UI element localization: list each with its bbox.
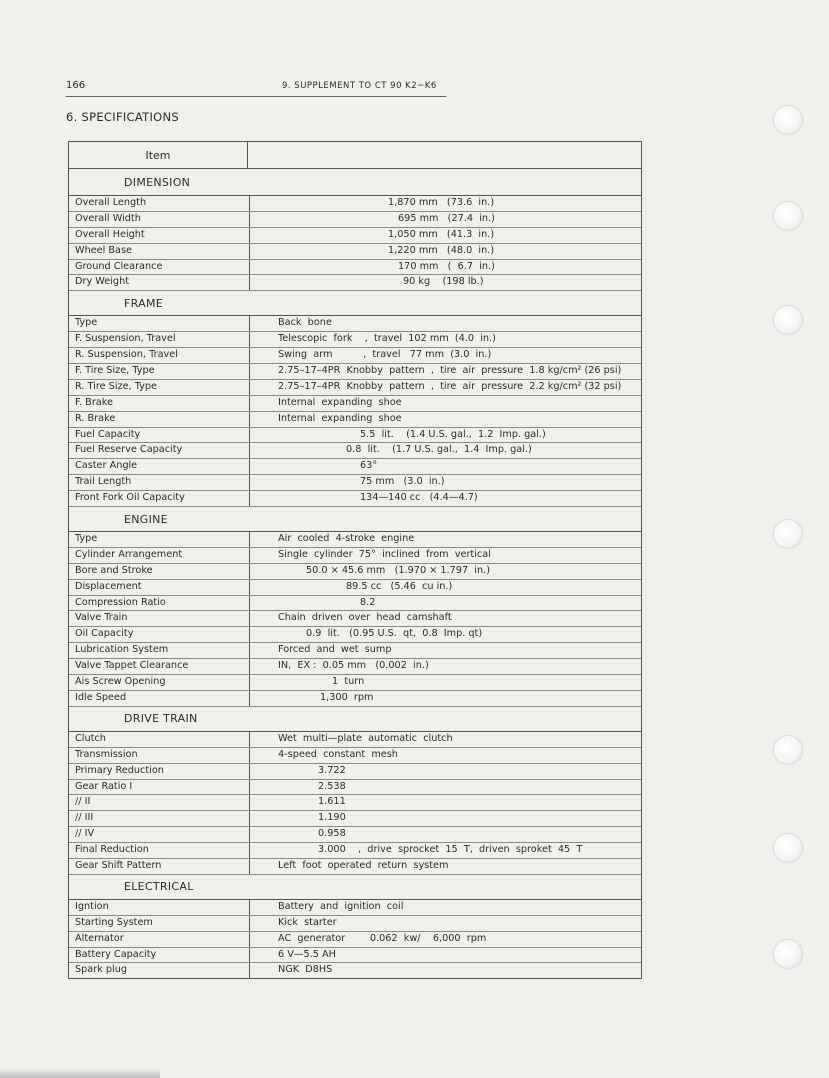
table-row <box>69 691 641 707</box>
spec-value: Forced and wet sump <box>278 644 392 656</box>
spec-value: 63° <box>360 460 378 472</box>
table-header-row <box>69 142 641 169</box>
table-row <box>69 764 641 780</box>
spec-value: Battery and ignition coil <box>278 900 404 912</box>
running-header: 9. SUPPLEMENT TO CT 90 K2~K6 <box>282 81 437 91</box>
spec-label: Compression Ratio <box>69 596 250 611</box>
spec-value: 134—140 cc (4.4—4.7) <box>360 492 478 504</box>
punch-hole <box>774 520 802 548</box>
table-row <box>69 564 641 580</box>
spec-label: // IV <box>69 827 250 842</box>
spec-label: F. Brake <box>69 396 250 411</box>
group-heading: ELECTRICAL <box>69 875 641 900</box>
punch-hole <box>774 202 802 230</box>
table-row <box>69 795 641 811</box>
spec-label: Overall Length <box>69 196 250 211</box>
table-row <box>69 748 641 764</box>
spec-value: Back bone <box>278 317 332 329</box>
spec-value: 1.190 <box>318 812 346 824</box>
table-row <box>69 459 641 475</box>
spec-value: 695 mm (27.4 in.) <box>398 212 495 224</box>
table-row <box>69 963 641 978</box>
punch-hole <box>774 834 802 862</box>
table-row <box>69 827 641 843</box>
spec-label: Starting System <box>69 916 250 931</box>
spec-value: 0.9 lit. (0.95 U.S. qt, 0.8 Imp. qt) <box>306 628 483 640</box>
group-heading: ENGINE <box>69 507 641 532</box>
spec-value: 2.75–17–4PR Knobby pattern , tire air pressure 1.8 kg/cm² (26 psi) <box>278 365 622 377</box>
spec-value: Single cylinder 75° inclined from vertical <box>278 548 491 560</box>
group-heading: DRIVE TRAIN <box>69 707 641 732</box>
section-title: 6. SPECIFICATIONS <box>66 110 180 124</box>
spec-label: R. Brake <box>69 412 250 427</box>
spec-label: R. Suspension, Travel <box>69 348 250 363</box>
table-row <box>69 932 641 948</box>
spec-value: 75 mm (3.0 in.) <box>360 476 445 488</box>
table-row <box>69 627 641 643</box>
spec-label: Wheel Base <box>69 244 250 259</box>
table-row <box>69 228 641 244</box>
spec-value: Kick starter <box>278 916 337 928</box>
group-heading: FRAME <box>69 291 641 316</box>
table-row <box>69 916 641 932</box>
spec-value: 50.0 × 45.6 mm (1.970 × 1.797 in.) <box>306 564 490 576</box>
spec-value: 2.538 <box>318 780 346 792</box>
group-heading: DIMENSION <box>69 169 641 196</box>
punch-hole <box>774 306 802 334</box>
spec-value: 2.75–17–4PR Knobby pattern , tire air pressure 2.2 kg/cm² (32 psi) <box>278 380 622 392</box>
spec-label: Type <box>69 532 250 547</box>
table-row <box>69 859 641 875</box>
table-row <box>69 843 641 859</box>
spec-label: Valve Train <box>69 611 250 626</box>
spec-label: Alternator <box>69 932 250 947</box>
table-row <box>69 412 641 428</box>
table-row <box>69 348 641 364</box>
spec-value: IN, EX : 0.05 mm (0.002 in.) <box>278 660 429 672</box>
spec-value: Wet multi—plate automatic clutch <box>278 732 453 744</box>
header-rule <box>66 96 446 97</box>
spec-value: NGK D8HS <box>278 964 333 976</box>
spec-label: Transmission <box>69 748 250 763</box>
punch-hole <box>774 940 802 968</box>
table-row <box>69 275 641 291</box>
spec-label: Trail Length <box>69 475 250 490</box>
spec-label: Gear Shift Pattern <box>69 859 250 874</box>
table-row <box>69 900 641 916</box>
table-row <box>69 532 641 548</box>
spec-value: AC generator 0.062 kw/ 6,000 rpm <box>278 932 487 944</box>
spec-value: 3.722 <box>318 764 346 776</box>
spec-label: Oil Capacity <box>69 627 250 642</box>
table-row <box>69 196 641 212</box>
spec-label: Igntion <box>69 900 250 915</box>
spec-value: 1 turn <box>332 676 365 688</box>
spec-label: Battery Capacity <box>69 948 250 963</box>
table-row <box>69 548 641 564</box>
spec-value: 1,050 mm (41.3 in.) <box>388 228 495 240</box>
spec-label: Overall Width <box>69 212 250 227</box>
table-row <box>69 316 641 332</box>
spec-value: Internal expanding shoe <box>278 412 402 424</box>
spec-value: 4-speed constant mesh <box>278 748 398 760</box>
spec-label: Dry Weight <box>69 275 250 290</box>
spec-value: 170 mm ( 6.7 in.) <box>398 260 495 272</box>
table-row <box>69 428 641 444</box>
spec-value: Air cooled 4-stroke engine <box>278 533 415 545</box>
spec-label: Displacement <box>69 580 250 595</box>
spec-value: 1,870 mm (73.6 in.) <box>388 197 495 208</box>
spec-value: 3.000 , drive sprocket 15 T, driven sproket 45 T <box>318 844 583 856</box>
spec-value: Internal expanding shoe <box>278 396 402 408</box>
spec-label: Lubrication System <box>69 643 250 658</box>
spec-value: 6 V—5.5 AH <box>278 948 336 960</box>
punch-hole <box>774 106 802 134</box>
spec-value: 1.611 <box>318 796 346 808</box>
spec-value: Swing arm , travel 77 mm (3.0 in.) <box>278 349 492 361</box>
spec-value: 5.5 lit. (1.4 U.S. gal., 1.2 Imp. gal.) <box>360 428 546 440</box>
table-row <box>69 380 641 396</box>
spec-label: Ground Clearance <box>69 260 250 275</box>
page-number: 166 <box>66 80 86 91</box>
spec-value: 1,220 mm (48.0 in.) <box>388 244 495 256</box>
table-row <box>69 732 641 748</box>
table-body <box>69 169 641 978</box>
table-row <box>69 260 641 276</box>
spec-label: Type <box>69 316 250 331</box>
spec-value: 89.5 cc (5.46 cu in.) <box>346 580 453 592</box>
table-row <box>69 364 641 380</box>
spec-label: Final Reduction <box>69 843 250 858</box>
spec-value: 1,300 rpm <box>320 691 374 703</box>
table-row <box>69 212 641 228</box>
table-row <box>69 596 641 612</box>
page-bottom-shadow <box>0 1068 160 1078</box>
spec-label: Fuel Capacity <box>69 428 250 443</box>
spec-label: Cylinder Arrangement <box>69 548 250 563</box>
table-row <box>69 443 641 459</box>
spec-label: // III <box>69 811 250 826</box>
table-row <box>69 475 641 491</box>
spec-value: 0.958 <box>318 828 346 840</box>
table-row <box>69 948 641 964</box>
table-row <box>69 659 641 675</box>
table-row <box>69 244 641 260</box>
spec-label: Idle Speed <box>69 691 250 706</box>
spec-value: Telescopic fork , travel 102 mm (4.0 in.) <box>278 333 496 345</box>
spec-label: Clutch <box>69 732 250 747</box>
table-row <box>69 643 641 659</box>
table-row <box>69 811 641 827</box>
spec-label: Caster Angle <box>69 459 250 474</box>
table-row <box>69 675 641 691</box>
spec-label: Front Fork Oil Capacity <box>69 491 250 506</box>
spec-label: Valve Tappet Clearance <box>69 659 250 674</box>
table-row <box>69 491 641 507</box>
spec-value: 90 kg (198 lb.) <box>403 276 484 288</box>
spec-label: F. Tire Size, Type <box>69 364 250 379</box>
table-row <box>69 580 641 596</box>
spec-label: Ais Screw Opening <box>69 675 250 690</box>
item-column-header: Item <box>69 142 248 168</box>
table-row <box>69 611 641 627</box>
spec-label: Bore and Stroke <box>69 564 250 579</box>
table-row <box>69 780 641 796</box>
spec-label: F. Suspension, Travel <box>69 332 250 347</box>
spec-value: 8.2 <box>360 596 376 608</box>
spec-label: Overall Height <box>69 228 250 243</box>
spec-value: Left foot operated return system <box>278 859 449 871</box>
spec-label: Spark plug <box>69 963 250 978</box>
spec-label: // II <box>69 795 250 810</box>
punch-hole <box>774 736 802 764</box>
specifications-table <box>68 141 642 979</box>
table-row <box>69 396 641 412</box>
spec-label: Primary Reduction <box>69 764 250 779</box>
spec-label: Gear Ratio I <box>69 780 250 795</box>
table-row <box>69 332 641 348</box>
spec-label: R. Tire Size, Type <box>69 380 250 395</box>
spec-value: Chain driven over head camshaft <box>278 612 452 624</box>
spec-label: Fuel Reserve Capacity <box>69 443 250 458</box>
spec-value: 0.8 lit. (1.7 U.S. gal., 1.4 Imp. gal.) <box>346 444 532 456</box>
